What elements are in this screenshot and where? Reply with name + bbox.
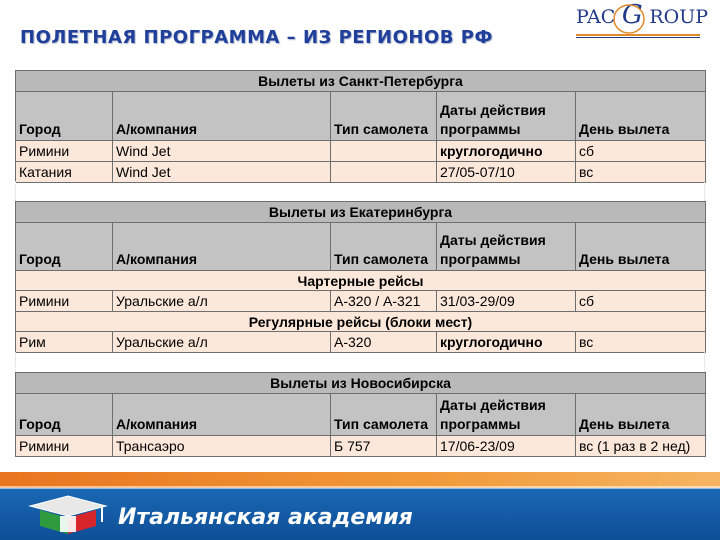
ekb-table: Вылеты из Екатеринбурга Город А/компания Тип самолета Даты действия программы День вылета Чартерные рейсы Римини Уральские а/л А-320 / А-321 31/03-29/09 сб Регулярные рейсы (блоки мест) Рим Уральские а/л А-320 круглогодично вс — [15, 201, 706, 353]
academy-label: Итальянская академия — [118, 505, 413, 530]
regular-label: Регулярные рейсы (блоки мест) — [16, 312, 706, 332]
ekb-heading: Вылеты из Екатеринбурга — [16, 202, 706, 223]
nsk-table: Вылеты из Новосибирска Город А/компания Тип самолета Даты действия программы День вылета Римини Трансаэро Б 757 17/06-23/09 вс (1 раз в 2 нед) — [15, 372, 706, 457]
page-title: ПОЛЕТНАЯ ПРОГРАММА – ИЗ РЕГИОНОВ РФ — [20, 27, 493, 48]
table-row: Рим Уральские а/л А-320 круглогодично вс — [16, 332, 706, 353]
table-row: Катания Wind Jet 27/05-07/10 вс — [16, 162, 706, 183]
col-city: Город — [16, 92, 113, 141]
col-dates: Даты действия программы — [437, 92, 576, 141]
logo-text-left: PAC — [576, 6, 616, 28]
academy-cap-icon — [26, 494, 108, 536]
nsk-heading: Вылеты из Новосибирска — [16, 373, 706, 394]
charter-label: Чартерные рейсы — [16, 271, 706, 291]
pac-group-logo — [576, 0, 708, 36]
logo-text-right: ROUP — [649, 6, 708, 28]
col-day: День вылета — [576, 92, 706, 141]
table-row: Римини Уральские а/л А-320 / А-321 31/03-29/09 сб — [16, 291, 706, 312]
table-row: Римини Wind Jet круглогодично сб — [16, 141, 706, 162]
col-aircraft: Тип самолета — [331, 92, 437, 141]
logo-g: G — [621, 0, 643, 30]
spb-heading: Вылеты из Санкт-Петербурга — [16, 71, 706, 92]
col-airline: А/компания — [113, 92, 331, 141]
table-row: Римини Трансаэро Б 757 17/06-23/09 вс (1 раз в 2 нед) — [16, 436, 706, 457]
logo-ring-icon — [612, 2, 646, 36]
spb-table — [15, 70, 706, 183]
